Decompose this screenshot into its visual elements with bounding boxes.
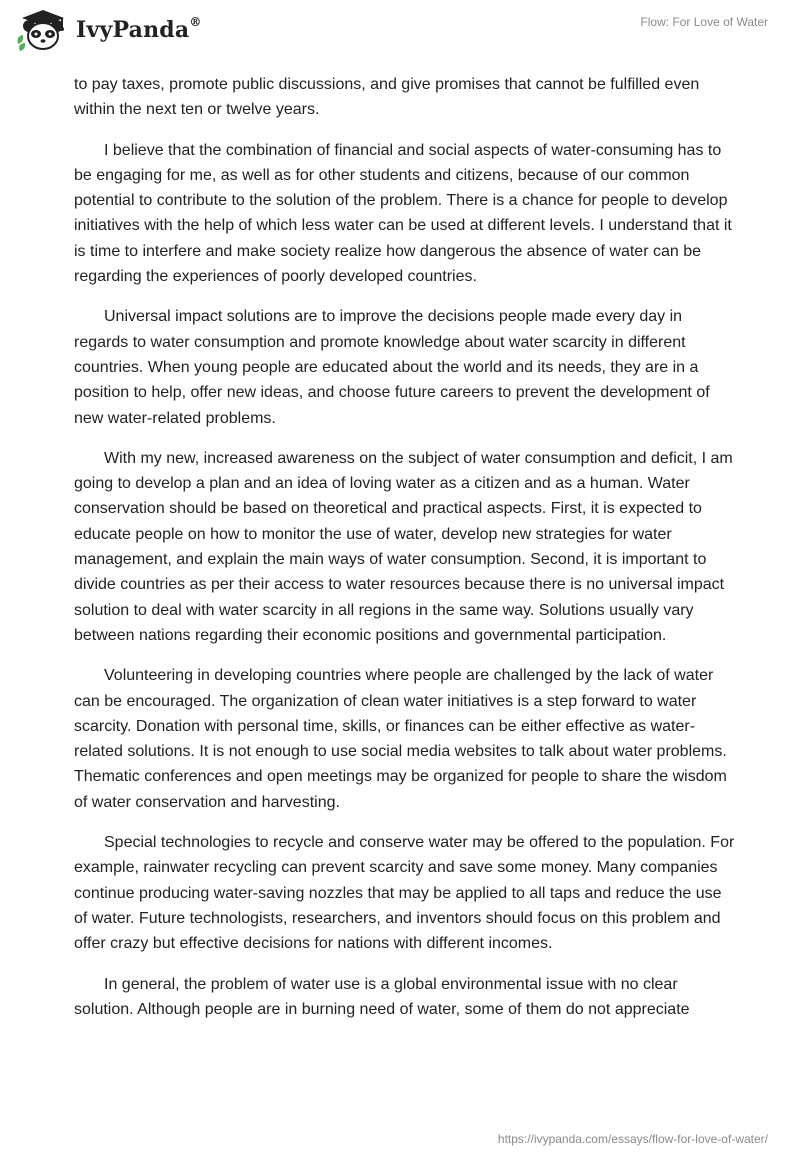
paragraph: Volunteering in developing countries where people are challenged by the lack of water can be encouraged. The organization of clean water initiatives is a step forward to water scarcity. Donation with personal time, skills, or finances can be either effective as water-related solutions. It is not enough to use social media websites to talk about water problems. Thematic conferences and open meetings may be organized for people to share the wisdom of water conservation and harvesting.	[74, 667, 727, 811]
paragraph: In general, the problem of water use is a global environmental issue with no clear solution. Although people are in burning need of water, some of them do not appreciate	[74, 975, 690, 1018]
paragraph: Universal impact solutions are to improve the decisions people made every day in regards to water consumption and promote knowledge about water scarcity in different countries. When young people are educated about the world and its needs, they are in a position to help, offer new ideas, and choose future careers to prevent the development of new water-related problems.	[74, 308, 710, 427]
paragraph: Special technologies to recycle and conserve water may be offered to the population. For example, rainwater recycling can prevent scarcity and save some money. Many companies continue producing water-saving nozzles that may be applied to all taps and reduce the use of water. Future technologists, researchers, and inventors should focus on this problem and offer crazy but effective decisions for nations with different incomes.	[74, 834, 735, 953]
paragraph: to pay taxes, promote public discussions, and give promises that cannot be fulfilled even within the next ten or twelve years.	[74, 76, 700, 119]
paragraph: With my new, increased awareness on the subject of water consumption and deficit, I am going to develop a plan and an idea of loving water as a citizen and as a human. Water conservation should be based on theoretical and practical aspects. First, it is expected to educate people on how to monitor the use of water, develop new strategies for water management, and explain the main ways of water consumption. Second, it is important to divide countries as per their access to water resources because there is no universal impact solution to deal with water scarcity in all regions in the same way. Solutions usually vary between nations regarding their economic positions and governmental participation.	[74, 449, 733, 644]
source-url[interactable]: https://ivypanda.com/essays/flow-for-love-of-water/	[497, 1132, 768, 1146]
paragraph: I believe that the combination of financial and social aspects of water-consuming has to be engaging for me, as well as for other students and citizens, because of our common potential to contribute to the solution of the problem. There is a chance for people to develop initiatives with the help of which less water can be used at different levels. I understand that it is time to interfere and make society realize how dangerous the absence of water can be regarding the experiences of poorly developed countries.	[74, 141, 732, 286]
document-title: Flow: For Love of Water	[640, 15, 768, 29]
ivypanda-logo[interactable]	[14, 8, 202, 52]
essay-body	[74, 72, 738, 1037]
page-header	[0, 0, 800, 70]
brand-name: IvyPanda®	[76, 15, 202, 43]
panda-graduate-icon	[14, 8, 72, 52]
